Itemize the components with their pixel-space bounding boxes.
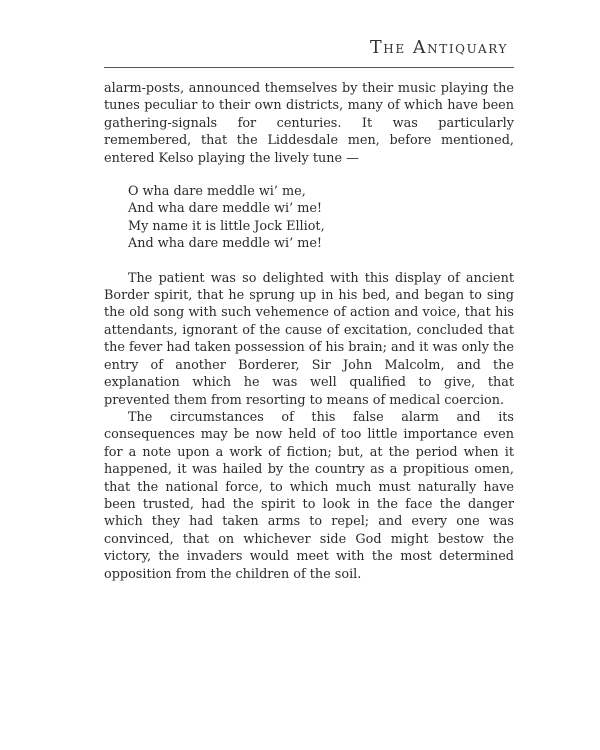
verse-line: My name it is little Jock Elliot,: [128, 218, 325, 234]
paragraph: The patient was so delighted with this display of ancient Border spirit, that he sprung up in his bed, and began to sing the old song with such vehemence of action and voice, that his attendants, ignorant of the cause of excitation, concluded that the fever had taken possession of his brain; and it was only the entry of another Borderer, Sir John Malcolm, and the explanation which he was well qualified to give, that prevented them from resorting to means of medical coercion.: [104, 270, 514, 408]
body-text: [104, 80, 514, 583]
paragraph-continued: alarm-posts, announced themselves by their music playing the tunes peculiar to their own districts, many of which have been gathering-signals for centuries. It was particularly remembered, that the Liddesdale men, before mentioned, entered Kelso playing the lively tune —: [104, 81, 514, 166]
verse-line: And wha dare meddle wi’ me!: [128, 236, 323, 252]
verse-line: O wha dare meddle wi’ me,: [128, 184, 306, 200]
running-head: The Antiquary: [370, 38, 508, 58]
verse-line: And wha dare meddle wi’ me!: [128, 201, 323, 217]
verse-block: [128, 183, 514, 253]
header-rule: [104, 67, 514, 68]
paragraph: The circumstances of this false alarm and its consequences may be now held of too little importance even for a note upon a work of fiction; but, at the period when it happened, it was hailed by the country as a propitious omen, that the national force, to which much must naturally have been trusted, had the spirit to look in the face the danger which they had taken arms to repel; and every one was convinced, that on whichever side God might bestow the victory, the invaders would meet with the most determined opposition from the children of the soil.: [104, 409, 514, 582]
